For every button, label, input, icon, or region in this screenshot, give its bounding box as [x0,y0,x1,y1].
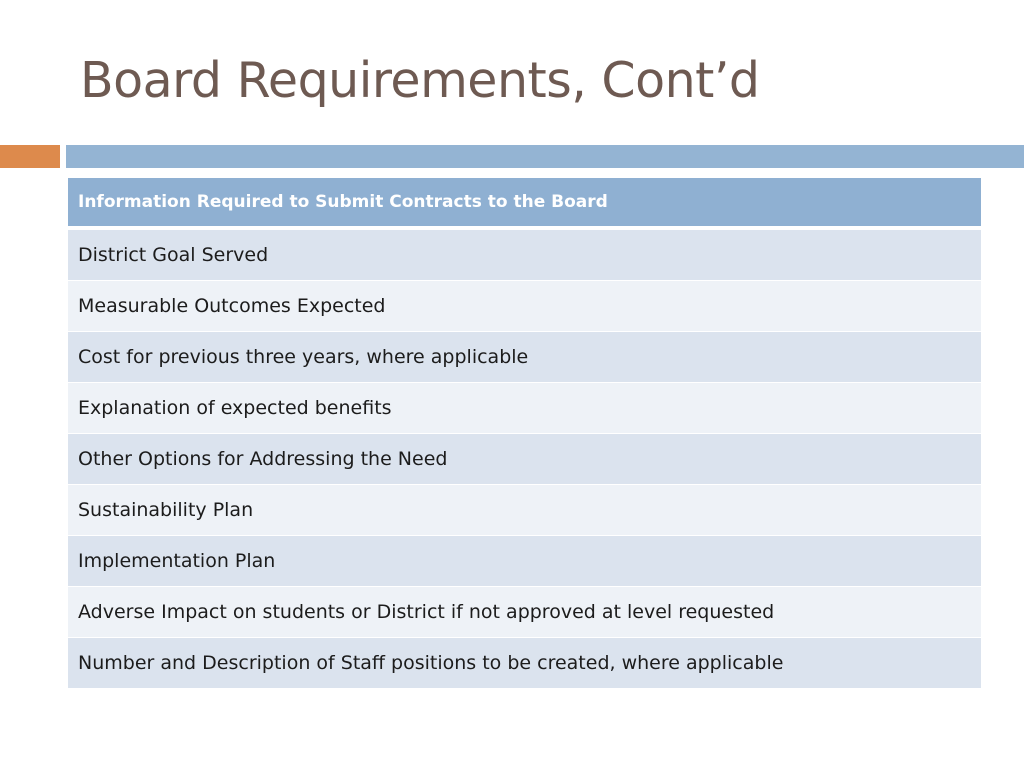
table-row [68,484,981,535]
table-cell: Cost for previous three years, where applicable [68,331,981,382]
table-row [68,637,981,688]
table-cell: Adverse Impact on students or District if not approved at level requested [68,586,981,637]
table-cell: District Goal Served [68,229,981,280]
table-cell: Explanation of expected benefits [68,382,981,433]
table-row [68,280,981,331]
table-cell: Other Options for Addressing the Need [68,433,981,484]
table-row [68,586,981,637]
table-cell: Number and Description of Staff positions to be created, where applicable [68,637,981,688]
table-cell: Sustainability Plan [68,484,981,535]
table-header-cell: Information Required to Submit Contracts to the Board [68,178,981,229]
table-row [68,382,981,433]
table-cell: Implementation Plan [68,535,981,586]
table-row [68,331,981,382]
table-header-row [68,178,981,229]
table-row [68,433,981,484]
table-cell: Measurable Outcomes Expected [68,280,981,331]
requirements-table [68,178,981,688]
accent-bar-orange [0,145,60,168]
slide-title: Board Requirements, Cont’d [80,52,760,109]
table-row [68,535,981,586]
accent-bar-blue [66,145,1024,168]
table-row [68,229,981,280]
